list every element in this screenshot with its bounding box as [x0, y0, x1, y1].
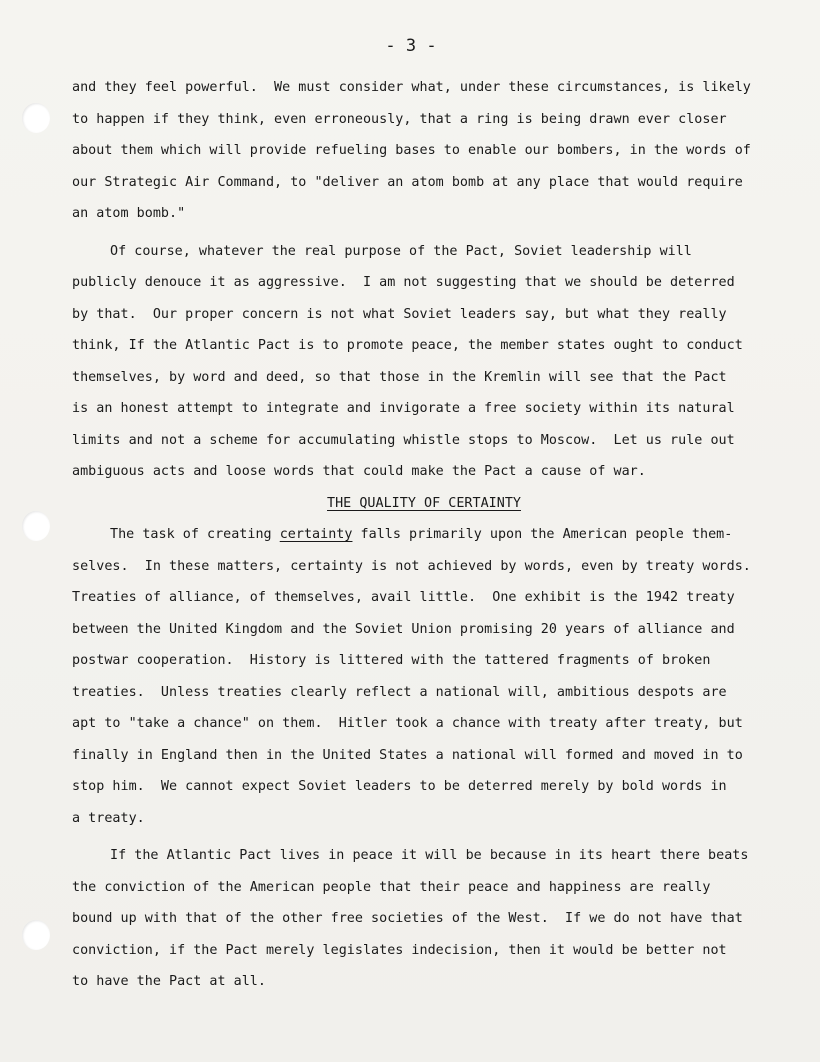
text-line: postwar cooperation. History is littered with the tattered fragments of broken — [72, 653, 711, 668]
paragraph-2 — [72, 236, 762, 488]
text-line: bound up with that of the other free societies of the West. If we do not have that — [72, 911, 743, 926]
page-number — [0, 36, 820, 56]
text-line: apt to "take a chance" on them. Hitler took a chance with treaty after treaty, but — [72, 716, 743, 731]
text-line: to happen if they think, even erroneously, that a ring is being drawn ever closer — [72, 111, 727, 127]
text-line: to have the Pact at all. — [72, 974, 266, 989]
text-line: between the United Kingdom and the Soviet Union promising 20 years of alliance and — [72, 621, 735, 637]
text-line: stop him. We cannot expect Soviet leaders to be deterred merely by bold words in — [72, 779, 727, 794]
paragraph-4 — [72, 840, 762, 998]
paragraph-3 — [72, 519, 762, 834]
punch-hole-middle — [22, 511, 50, 541]
text-line: an atom bomb." — [72, 206, 186, 221]
text-line: is an honest attempt to integrate and invigorate a free society within its natural — [72, 401, 735, 416]
text-line: Treaties of alliance, of themselves, avail little. One exhibit is the 1942 treaty — [72, 590, 735, 605]
paragraph-1 — [72, 72, 762, 230]
text-line: about them which will provide refueling bases to enable our bombers, in the words of — [72, 143, 751, 158]
text-line: conviction, if the Pact merely legislates indecision, then it would be better not — [72, 942, 727, 958]
text-line: Of course, whatever the real purpose of the Pact, Soviet leadership will — [110, 243, 692, 259]
text-line: think, If the Atlantic Pact is to promote peace, the member states ought to conduct — [72, 338, 743, 353]
text-line — [72, 519, 762, 551]
text-line: by that. Our proper concern is not what Soviet leaders say, but what they really — [72, 306, 727, 322]
text-segment: falls primarily upon the American people them- — [352, 527, 733, 542]
document-body — [72, 72, 762, 998]
underlined-word: certainty — [279, 527, 353, 542]
text-line: and they feel powerful. We must consider what, under these circumstances, is likely — [72, 80, 751, 95]
text-line: themselves, by word and deed, so that those in the Kremlin will see that the Pact — [72, 369, 727, 385]
page-number-text: - 3 - — [385, 36, 437, 56]
punch-hole-top — [22, 103, 50, 133]
text-line: limits and not a scheme for accumulating whistle stops to Moscow. Let us rule out — [72, 432, 735, 448]
text-line: the conviction of the American people that their peace and happiness are really — [72, 879, 711, 895]
text-line: If the Atlantic Pact lives in peace it will be because in its heart there beats — [110, 848, 749, 863]
text-line: our Strategic Air Command, to "deliver an atom bomb at any place that would require — [72, 174, 743, 190]
punch-hole-bottom — [22, 920, 50, 950]
text-line: publicly denouce it as aggressive. I am not suggesting that we should be deterred — [72, 275, 735, 290]
text-segment: The task of creating — [110, 527, 280, 542]
text-line: treaties. Unless treaties clearly reflect a national will, ambitious despots are — [72, 684, 727, 700]
text-line: finally in England then in the United States a national will formed and moved in to — [72, 747, 743, 763]
text-line: selves. In these matters, certainty is not achieved by words, even by treaty words. — [72, 558, 751, 574]
section-heading: THE QUALITY OF CERTAINTY — [327, 495, 521, 511]
text-line: a treaty. — [72, 810, 145, 826]
text-line: ambiguous acts and loose words that could make the Pact a cause of war. — [72, 464, 646, 479]
